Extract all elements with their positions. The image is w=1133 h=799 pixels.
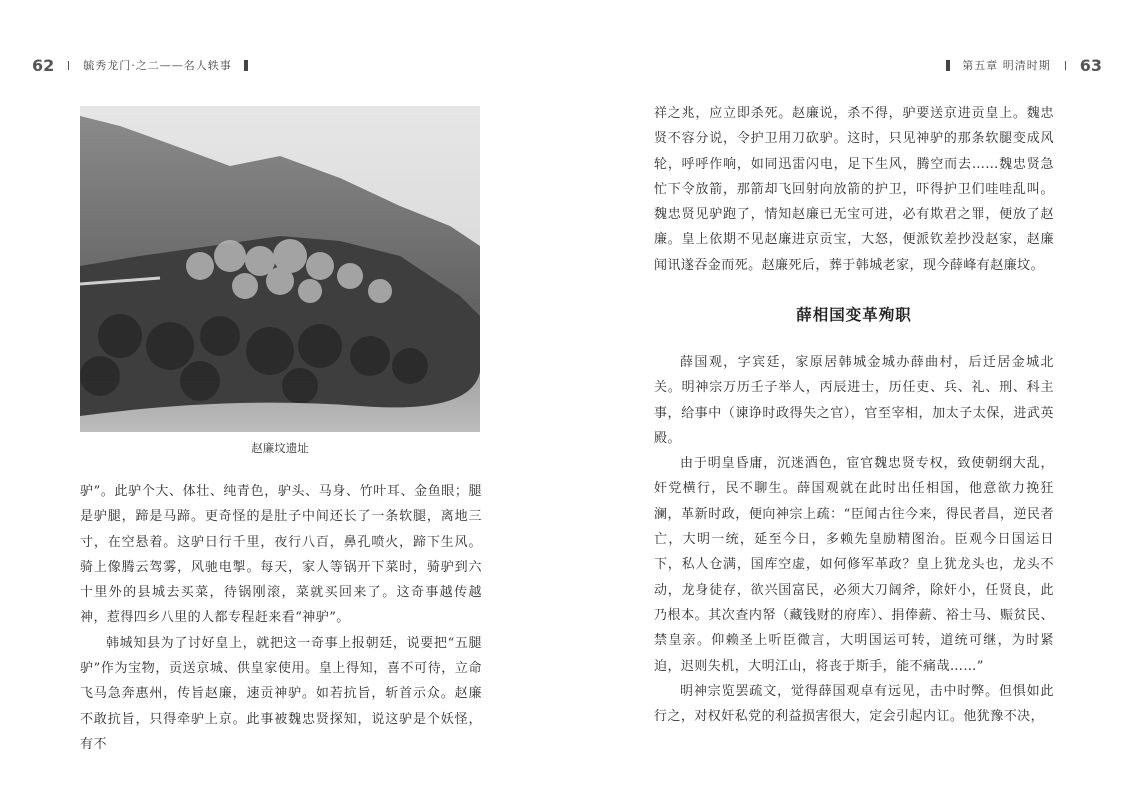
left-page-body xyxy=(80,479,482,757)
left-page-header xyxy=(32,52,260,78)
right-running-title: 第五章 明清时期 xyxy=(962,59,1051,72)
paragraph: 由于明皇昏庸，沉迷酒色，宦官魏忠贤专权，致使朝纲大乱，奸党横行，民不聊生。薛国观就在此时出任相国，他意欲力挽狂澜，革新时政，便向神宗上疏：“臣闻古往今来，得民者昌，逆民者亡，大明一统，延至今日，多赖先皇励精图治。臣观今日国运日下，私人仓满，国库空虚，如何修军革政？皇上犹龙头也，龙头不动，龙身徒存，欲兴国富民，必须大刀阔斧，除奸小，任贤良，此乃根本。其次查内帑（藏钱财的府库）、捐俸薪、裕士马、赈贫民、禁皇亲。仰赖圣上听臣微言，大明国运可转，道统可继，为时紧迫，迟则失机，大明江山，将丧于斯手，能不痛哉……” xyxy=(654,456,1054,674)
header-separator xyxy=(68,61,69,70)
paragraph: 韩城知县为了讨好皇上，就把这一奇事上报朝廷，说要把“五腿驴”作为宝物，贡送京城、供皇家使用。皇上得知，喜不可待，立命飞马急奔惠州，传旨赵廉，速贡神驴。如若抗旨，斩首示众。赵廉不敢抗旨，只得牵驴上京。此事被魏忠贤探知，说这驴是个妖怪，有不 xyxy=(80,635,482,752)
section-title: 薛相国变革殉职 xyxy=(796,305,912,324)
left-running-title: 毓秀龙门·之二——名人轶事 xyxy=(83,59,232,72)
paragraph: 祥之兆，应立即杀死。赵廉说，杀不得，驴要送京进贡皇上。魏忠贤不容分说，令护卫用刀砍驴。这时，只见神驴的那条软腿变成风轮，呼呼作响，如同迅雷闪电，足下生风，腾空而去……魏忠贤急忙下令放箭，那箭却飞回射向放箭的护卫，吓得护卫们哇哇乱叫。魏忠贤见驴跑了，情知赵廉已无宝可进，必有欺君之罪，便放了赵廉。皇上依期不见赵廉进京贡宝，大怒，便派钦差抄没赵家，赵廉闻讯遂吞金而死。赵廉死后，葬于韩城老家，现今薛峰有赵廉坟。 xyxy=(654,106,1054,273)
header-separator xyxy=(1065,61,1066,70)
right-page-body xyxy=(654,350,1054,729)
paragraph: 薛国观，字宾廷，家原居韩城金城办薛曲村，后迁居金城北关。明神宗万历壬子举人，丙辰进士，历任吏、兵、礼、刑、科主事，给事中（谏诤时政得失之官），官至宰相，加太子太保，进武英殿。 xyxy=(654,355,1054,446)
right-page-header xyxy=(934,52,1102,78)
tomb-site-photo xyxy=(80,106,480,432)
right-page-continued-text xyxy=(654,101,1054,278)
right-page-number: 63 xyxy=(1079,55,1102,75)
paragraph: 明神宗览罢疏文，觉得薛国观卓有远见，击中时弊。但惧如此行之，对权奸私党的利益损害很大，定会引起内讧。他犹豫不决， xyxy=(654,683,1054,725)
paragraph: 驴”。此驴个大、体壮、纯青色，驴头、马身、竹叶耳、金鱼眼；腿是驴腿，蹄是马蹄。更奇怪的是肚子中间还长了一条软腿，离地三寸，在空悬着。这驴日行千里，夜行八百，鼻孔喷火，蹄下生风。骑上像腾云驾雾，风驰电掣。每天，家人等锅开下菜时，骑驴到六十里外的县城去买菜，待锅刚滚，菜就买回来了。这奇事越传越神，惹得四乡八里的人都专程赶来看“神驴”。 xyxy=(80,484,482,626)
photo-caption: 赵廉坟遗址 xyxy=(251,441,309,455)
header-marker xyxy=(244,60,248,71)
header-marker xyxy=(946,60,950,71)
left-page-number: 62 xyxy=(32,55,55,75)
